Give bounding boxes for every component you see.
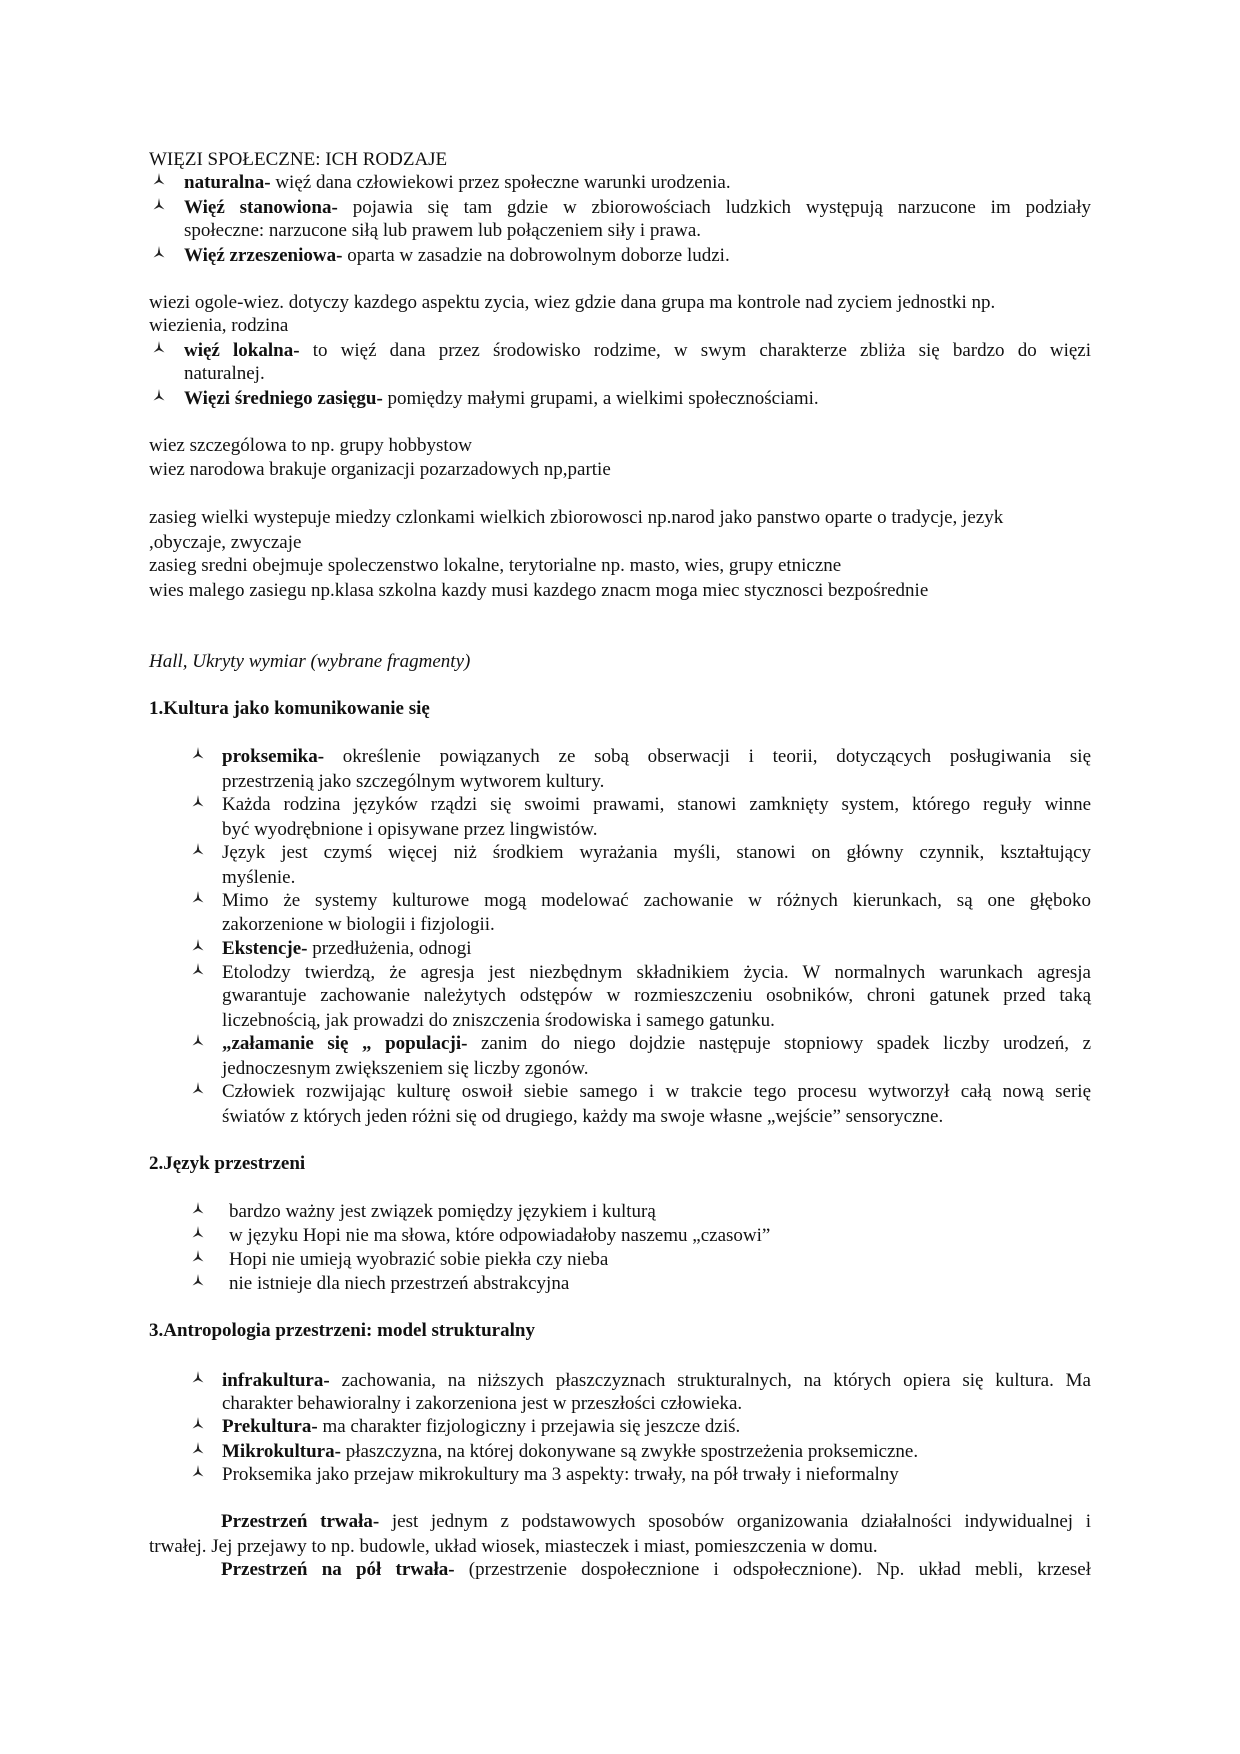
list-item <box>222 1440 1091 1464</box>
paragraph <box>221 1558 1091 1582</box>
term: Więź stanowiona- <box>184 197 338 218</box>
term: Prekultura- <box>222 1416 318 1437</box>
note-line: wiez narodowa brakuje organizacji pozarzadowych np,partie <box>149 459 611 480</box>
definition: zanim do niego dojdzie następuje stopniowy spadek liczby urodzeń, z <box>467 1033 1091 1054</box>
bullet-icon <box>191 794 205 808</box>
note-line: wiez szczególowa to np. grupy hobbystow <box>149 435 472 456</box>
paragraph-line: trwałej. Jej przejawy to np. budowle, układ wiosek, miasteczek i miast, pomieszczenia w domu. <box>149 1536 878 1557</box>
list-item: Każda rodzina języków rządzi się swoimi prawami, stanowi zamknięty system, którego reguły winne <box>222 794 1091 815</box>
list-item-continuation: liczebnością, jak prowadzi do zniszczenia środowiska i samego gatunku. <box>222 1010 775 1031</box>
list-item-continuation: gwarantuje zachowanie należytych odstępów w rozmieszczeniu osobników, chroni gatunek przed taką <box>222 985 1091 1006</box>
bullet-icon <box>152 172 166 186</box>
bullet-icon <box>191 1201 205 1215</box>
list-item-continuation: zakorzenione w biologii i fizjologii. <box>222 914 495 935</box>
section-heading <box>149 697 1091 721</box>
bullet-icon <box>152 245 166 259</box>
heading-text: 1.Kultura jako komunikowanie się <box>149 698 430 719</box>
list-item <box>184 196 1091 220</box>
definition: pomiędzy małymi grupami, a wielkimi społecznościami. <box>382 388 819 409</box>
bullet-icon <box>191 1033 205 1047</box>
source-citation <box>149 650 1091 674</box>
list-item <box>222 745 1091 769</box>
paragraph-line: wiezienia, rodzina <box>149 315 289 336</box>
bullet-icon <box>191 1081 205 1095</box>
term: Więź zrzeszeniowa- <box>184 245 343 266</box>
list-item: Hopi nie umieją wyobrazić sobie piekła czy nieba <box>229 1249 609 1270</box>
list-item-continuation: przestrzenią jako szczególnym wytworem kultury. <box>222 771 605 792</box>
list-item <box>222 1032 1091 1056</box>
definition: zachowania, na niższych płaszczyznach strukturalnych, na których opiera się kultura. Ma <box>329 1370 1091 1391</box>
definition: płaszczyzna, na której dokonywane są zwykłe spostrzeżenia proksemiczne. <box>340 1441 919 1462</box>
list-item: Etolodzy twierdzą, że agresja jest niezbędnym składnikiem życia. W normalnych warunkach agresja <box>222 962 1091 983</box>
bullet-icon <box>152 197 166 211</box>
bullet-icon <box>152 340 166 354</box>
term: Mikrokultura- <box>222 1441 341 1462</box>
list-item-continuation: charakter behawioralny i zakorzeniona jest w przeszłości człowieka. <box>222 1393 743 1414</box>
term: Przestrzeń trwała- <box>221 1511 380 1532</box>
heading-text: 3.Antropologia przestrzeni: model strukturalny <box>149 1320 535 1341</box>
bullet-icon <box>191 842 205 856</box>
paragraph <box>221 1510 1091 1534</box>
source-text: Hall, Ukryty wymiar (wybrane fragmenty) <box>149 651 471 672</box>
term: Przestrzeń na pół trwała- <box>221 1559 455 1580</box>
list-item: nie istnieje dla niech przestrzeń abstrakcyjna <box>229 1273 570 1294</box>
list-item <box>184 244 1091 268</box>
section-heading <box>149 1319 1091 1343</box>
bullet-icon <box>191 1273 205 1287</box>
bullet-icon <box>191 746 205 760</box>
note-line: zasieg sredni obejmuje spoleczenstwo lokalne, terytorialne np. masto, wies, grupy etniczne <box>149 555 842 576</box>
term: proksemika- <box>222 746 325 767</box>
note-line: ,obyczaje, zwyczaje <box>149 532 302 553</box>
note-line: wies malego zasiegu np.klasa szkolna kazdy musi kazdego znacm moga miec stycznosci bezpośrednie <box>149 580 929 601</box>
bullet-icon <box>191 1249 205 1263</box>
bullet-icon <box>191 1370 205 1384</box>
definition: oparta w zasadzie na dobrowolnym doborze ludzi. <box>342 245 730 266</box>
bullet-icon <box>191 938 205 952</box>
list-item <box>184 339 1091 363</box>
list-item: Mimo że systemy kulturowe mogą modelować zachowanie w różnych kierunkach, są one głęboko <box>222 890 1091 911</box>
bullet-icon <box>152 388 166 402</box>
definition: to więź dana przez środowisko rodzime, w swym charakterze zbliża się bardzo do więzi <box>299 340 1091 361</box>
heading-text: 2.Język przestrzeni <box>149 1153 306 1174</box>
term: infrakultura- <box>222 1370 330 1391</box>
section-heading <box>149 1152 1091 1176</box>
list-item: w języku Hopi nie ma słowa, które odpowiadałoby naszemu „czasowi” <box>229 1225 771 1246</box>
list-item: Człowiek rozwijając kulturę oswoił siebie samego i w trakcie tego procesu wytworzył całą nową serię <box>222 1081 1091 1102</box>
bullet-icon <box>191 890 205 904</box>
list-item-continuation: społeczne: narzucone siłą lub prawem lub połączeniem siły i prawa. <box>184 220 702 241</box>
definition: ma charakter fizjologiczny i przejawia się jeszcze dziś. <box>317 1416 741 1437</box>
definition: więź dana człowiekowi przez społeczne warunki urodzenia. <box>270 172 731 193</box>
term: Ekstencje- <box>222 938 308 959</box>
list-item <box>184 387 1091 411</box>
document-title: WIĘZI SPOŁECZNE: ICH RODZAJE <box>149 149 448 170</box>
list-item <box>222 1415 1091 1439</box>
bullet-icon <box>191 962 205 976</box>
list-item: Język jest czymś więcej niż środkiem wyrażania myśli, stanowi on główny czynnik, kształtujący <box>222 842 1091 863</box>
definition: (przestrzenie dospołecznione i odspołecznione). Np. układ mebli, krzeseł <box>454 1559 1091 1580</box>
list-item-continuation: jednoczesnym zwiększeniem się liczby zgonów. <box>222 1058 589 1079</box>
term: „załamanie się „ populacji- <box>222 1033 468 1054</box>
list-item: bardzo ważny jest związek pomiędzy językiem i kulturą <box>229 1201 656 1222</box>
bullet-icon <box>191 1416 205 1430</box>
definition: przedłużenia, odnogi <box>307 938 472 959</box>
definition: jest jednym z podstawowych sposobów organizowania działalności indywidualnej i <box>379 1511 1091 1532</box>
list-item: Proksemika jako przejaw mikrokultury ma 3 aspekty: trwały, na pół trwały i nieformalny <box>222 1464 899 1485</box>
list-item-continuation: myślenie. <box>222 867 296 888</box>
bullet-icon <box>191 1441 205 1455</box>
list-item-continuation: być wyodrębnione i opisywane przez lingwistów. <box>222 819 598 840</box>
term: Więzi średniego zasięgu- <box>184 388 383 409</box>
term: naturalna- <box>184 172 271 193</box>
list-item <box>184 171 1091 195</box>
paragraph-line: wiezi ogole-wiez. dotyczy kazdego aspektu zycia, wiez gdzie dana grupa ma kontrole nad zyciem jednostki np. <box>149 292 996 313</box>
list-item-continuation: naturalnej. <box>184 363 265 384</box>
bullet-icon <box>191 1225 205 1239</box>
list-item-continuation: światów z których jeden różni się od drugiego, każdy ma swoje własne „wejście” sensoryczne. <box>222 1106 944 1127</box>
definition: określenie powiązanych ze sobą obserwacji i teorii, dotyczących posługiwania się <box>324 746 1091 767</box>
list-item <box>222 937 1091 961</box>
term: więź lokalna- <box>184 340 300 361</box>
definition: pojawia się tam gdzie w zbiorowościach ludzkich występują narzucone im podziały <box>337 197 1091 218</box>
list-item <box>222 1369 1091 1393</box>
note-line: zasieg wielki wystepuje miedzy czlonkami wielkich zbiorowosci np.narod jako panstwo oparte o tradycje, jezyk <box>149 507 1004 528</box>
bullet-icon <box>191 1464 205 1478</box>
